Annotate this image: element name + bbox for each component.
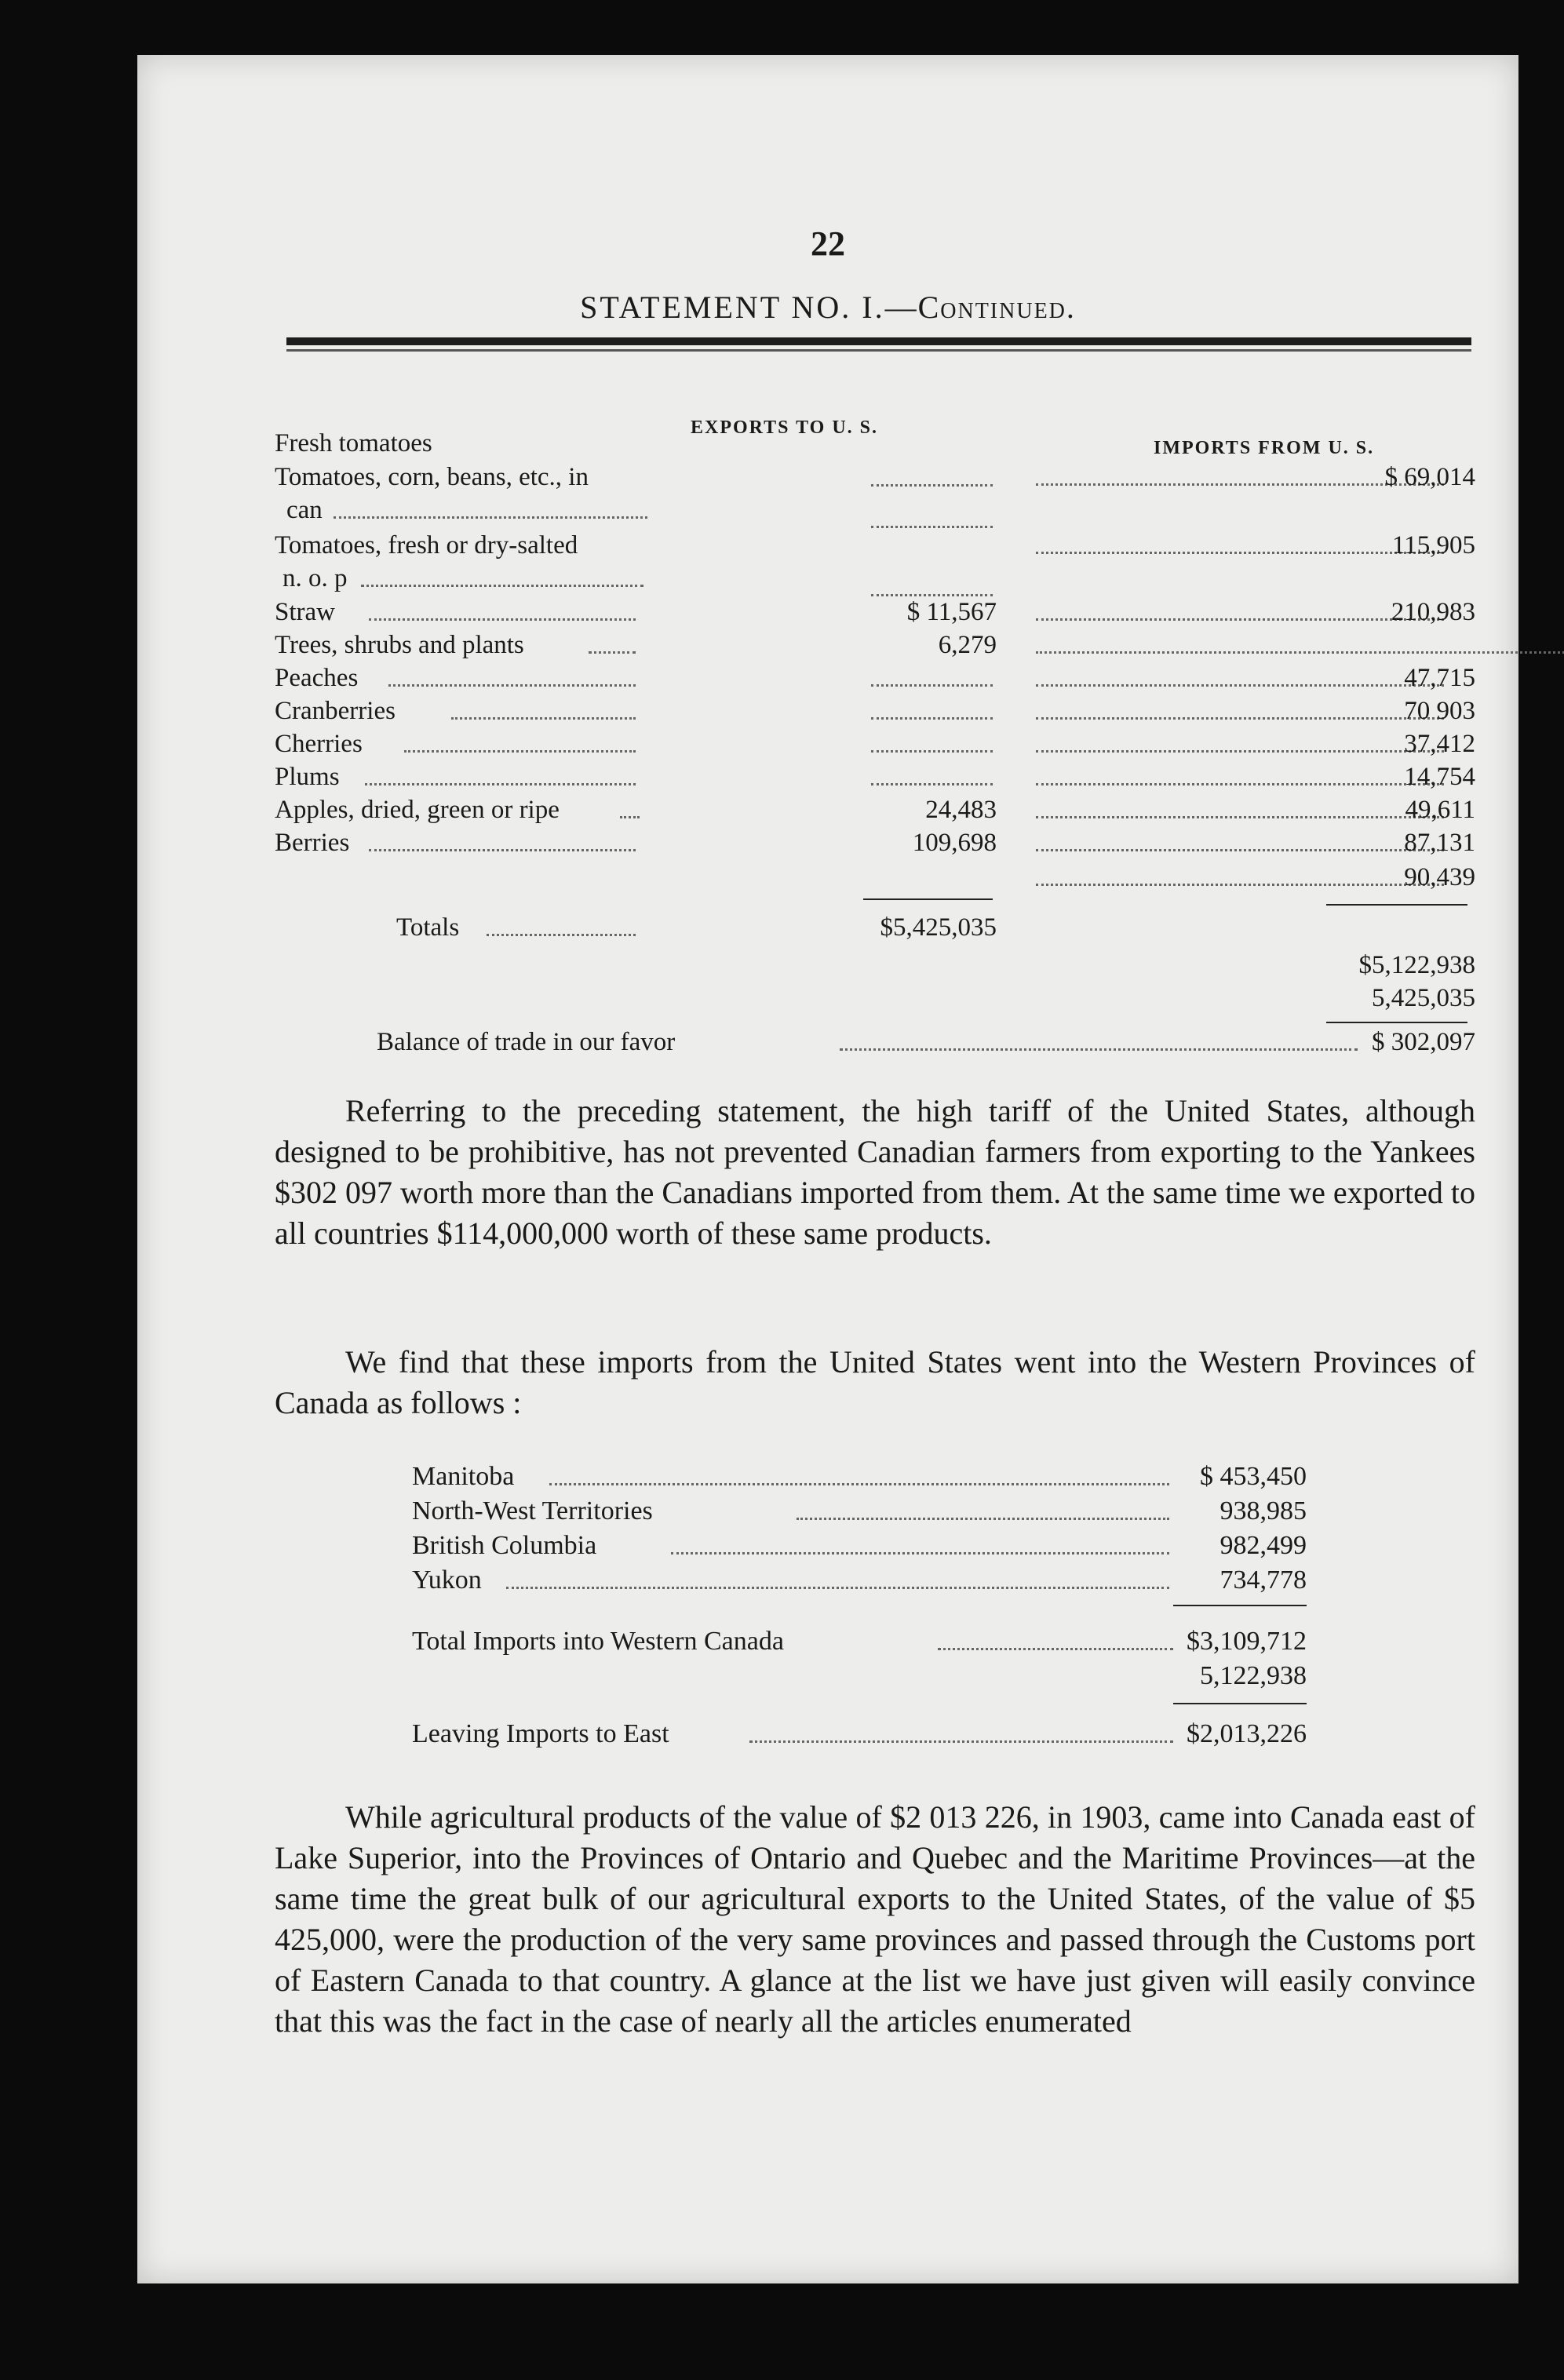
- table-row: [275, 761, 1475, 793]
- table-row: [412, 1529, 1307, 1563]
- sum-rule-east: [1173, 1703, 1307, 1704]
- row-label: Straw: [275, 598, 335, 626]
- western-total-value: $3,109,712: [1187, 1627, 1307, 1656]
- dot-leader: [487, 934, 636, 936]
- table-row: [275, 862, 1475, 893]
- table-row: [275, 662, 1475, 694]
- row-label: Peaches: [275, 664, 359, 692]
- table-row: [275, 428, 1475, 459]
- document-page: [137, 55, 1518, 2283]
- province-value: 982,499: [1219, 1531, 1307, 1560]
- province-label: British Columbia: [412, 1531, 597, 1560]
- export-value: $ 11,567: [906, 598, 997, 626]
- province-value: 734,778: [1219, 1565, 1307, 1595]
- dot-leader: [871, 684, 993, 687]
- province-value: 938,985: [1219, 1496, 1307, 1525]
- import-value: 37,412: [1404, 730, 1475, 758]
- table-row: [275, 794, 1475, 826]
- table-row: [275, 629, 1475, 661]
- leaving-east-label: Leaving Imports to East: [412, 1719, 669, 1748]
- export-value: 6,279: [938, 631, 997, 659]
- table-row: [275, 596, 1475, 628]
- dot-leader: [797, 1518, 1169, 1520]
- balance-label: Balance of trade in our favor: [377, 1028, 676, 1056]
- import-value: 87,131: [1404, 829, 1475, 857]
- row-label: Berries: [275, 829, 350, 857]
- import-value: 70 903: [1404, 697, 1475, 725]
- totals-import-value: $5,122,938: [1358, 951, 1475, 979]
- row-label: Fresh tomatoes: [275, 429, 432, 457]
- dot-leader: [506, 1587, 1169, 1589]
- row-label: Tomatoes, corn, beans, etc., in: [275, 463, 589, 491]
- import-value: $ 69,014: [1384, 463, 1475, 491]
- dot-leader: [365, 783, 636, 785]
- row-label-continuation: can: [286, 496, 323, 524]
- province-label: Manitoba: [412, 1462, 515, 1491]
- balance-row: [275, 1026, 1475, 1058]
- imports-column-header: IMPORTS FROM U. S.: [1154, 438, 1375, 458]
- dot-leader: [388, 684, 636, 687]
- export-value: 24,483: [925, 796, 997, 824]
- table-row: [275, 827, 1475, 858]
- dot-leader: [840, 1048, 1358, 1051]
- table-row: [275, 695, 1475, 727]
- all-imports-row: [412, 1659, 1307, 1693]
- statement-title-main: STATEMENT NO. I.: [580, 290, 885, 325]
- page-number: 22: [811, 224, 845, 263]
- header-rule-thick: [286, 337, 1471, 345]
- table-row-continuation: [275, 563, 1475, 594]
- dot-leader: [334, 516, 647, 519]
- leaving-east-row: [412, 1717, 1307, 1751]
- totals-export-value: $5,425,035: [880, 913, 997, 942]
- totals-export-repeat-row: [275, 982, 1475, 1014]
- row-label: Plums: [275, 763, 340, 791]
- western-total-row: [412, 1624, 1307, 1659]
- dot-leader: [871, 783, 993, 785]
- province-label: North-West Territories: [412, 1496, 653, 1525]
- table-row: [275, 530, 1475, 561]
- row-label: Cranberries: [275, 697, 396, 725]
- import-value: 47,715: [1404, 664, 1475, 692]
- dot-leader: [871, 750, 993, 753]
- totals-export-repeat-value: 5,425,035: [1372, 984, 1475, 1012]
- province-label: Yukon: [412, 1565, 482, 1595]
- dot-leader: [369, 849, 636, 851]
- table-row: [412, 1563, 1307, 1598]
- totals-row: [275, 912, 1475, 943]
- row-label: Apples, dried, green or ripe: [275, 796, 560, 824]
- dot-leader: [620, 816, 640, 818]
- paragraph-tariff-text: Referring to the preceding statement, the high tariff of the United States, although designed to be prohibitive, has not prevented Canadian farmers from exporting to the Yankees $302 097 worth more than the Canadians imported from them. At the same time we exported to all countries $114,000,000 worth of these same products.: [275, 1093, 1475, 1251]
- dot-leader: [871, 526, 993, 528]
- province-value: $ 453,450: [1200, 1462, 1307, 1491]
- sum-rule-imports: [1326, 904, 1467, 906]
- dot-leader: [1036, 651, 1564, 654]
- exports-column-header: EXPORTS TO U. S.: [691, 417, 878, 438]
- all-imports-value: 5,122,938: [1200, 1661, 1307, 1690]
- paragraph-western-imports-text: We find that these imports from the United States went into the Western Provinces of Canada as follows :: [275, 1344, 1475, 1420]
- sum-rule-western: [1173, 1605, 1307, 1606]
- row-label-continuation: n. o. p: [283, 564, 348, 592]
- totals-import-row: [275, 949, 1475, 981]
- balance-rule: [1326, 1022, 1467, 1023]
- paragraph-eastern-provinces: [275, 1797, 1475, 2042]
- row-label: Tomatoes, fresh or dry-salted: [275, 531, 578, 559]
- dot-leader: [451, 717, 636, 720]
- dot-leader: [404, 750, 636, 753]
- dot-leader: [589, 651, 636, 654]
- dot-leader: [871, 717, 993, 720]
- import-value: 210,983: [1391, 598, 1475, 626]
- import-value: 115,905: [1391, 531, 1475, 559]
- dot-leader: [749, 1740, 1173, 1743]
- western-total-label: Total Imports into Western Canada: [412, 1627, 784, 1656]
- import-value: 49,611: [1405, 796, 1475, 824]
- dot-leader: [938, 1648, 1173, 1650]
- import-value: 90,439: [1404, 863, 1475, 891]
- dot-leader: [671, 1552, 1169, 1554]
- dot-leader: [369, 618, 636, 621]
- table-row: [275, 728, 1475, 760]
- table-row: [412, 1460, 1307, 1494]
- sum-rule-exports: [863, 898, 993, 900]
- leaving-east-value: $2,013,226: [1187, 1719, 1307, 1748]
- import-value: 14,754: [1404, 763, 1475, 791]
- dot-leader: [361, 585, 643, 587]
- paragraph-western-imports: [275, 1342, 1475, 1423]
- header-rule-thin: [286, 349, 1471, 352]
- paragraph-eastern-provinces-text: While agricultural products of the value of $2 013 226, in 1903, came into Canada east of Lake Superior, into the Provinces of Ontario and Quebec and the Maritime Provinces—at the same time the great bulk of our agricultural exports to the United States, of the value of $5 425,000, were the production of the very same provinces and passed through the Customs port of Eastern Canada to that country. A glance at the list we have just given will easily convince that this was the fact in the case of nearly all the articles enumerated: [275, 1799, 1475, 2039]
- table-row-continuation: [275, 494, 1475, 526]
- statement-title: [137, 289, 1518, 326]
- totals-label: Totals: [396, 913, 460, 942]
- paragraph-tariff: [275, 1091, 1475, 1254]
- table-row: [275, 461, 1475, 493]
- export-value: 109,698: [912, 829, 997, 857]
- balance-value: $ 302,097: [1372, 1028, 1475, 1056]
- dot-leader: [549, 1483, 1169, 1485]
- table-row: [412, 1494, 1307, 1529]
- row-label: Trees, shrubs and plants: [275, 631, 524, 659]
- row-label: Cherries: [275, 730, 363, 758]
- statement-title-suffix: —Continued.: [884, 290, 1076, 325]
